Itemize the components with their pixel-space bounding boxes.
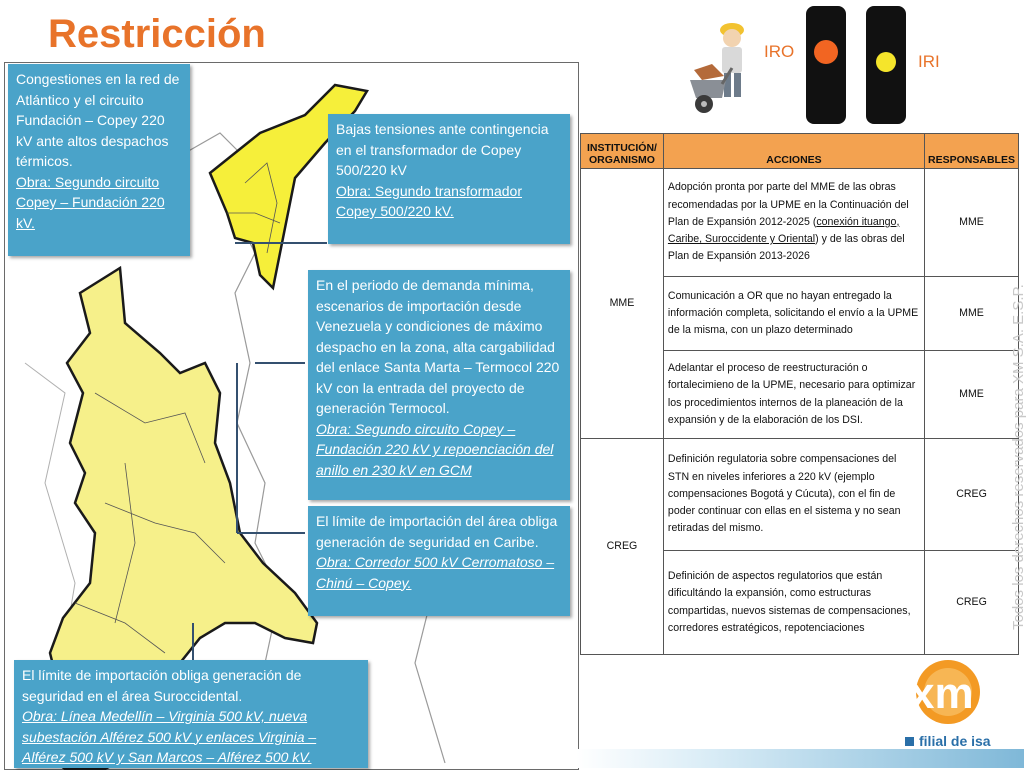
- callout-text: En el periodo de demanda mínima, escenarios de importación desde Venezuela y condiciones de máximo despacho en la zona, alta cargabilidad del enlace Santa Marta – Termocol 220 kV con la entrada del proyecto de generación Termocol.: [316, 277, 560, 416]
- connector-line: [237, 363, 305, 533]
- iri-label: IRI: [918, 52, 940, 71]
- action-link: conexión ituango, Caribe, Suroccidente y Oriental: [667, 215, 900, 246]
- callout-obra: Obra: Segundo circuito Copey – Fundación 220 kV.: [16, 173, 165, 231]
- responsible-cell: MME: [925, 277, 1019, 351]
- responsible-cell: CREG: [925, 551, 1019, 655]
- callout-copey: [328, 114, 570, 244]
- callout-obra: Obra: Corredor 500 kV Cerromatoso – Chinú – Copey.: [316, 554, 555, 591]
- callout-demanda: [308, 270, 570, 500]
- action-cell: Definición regulatoria sobre compensaciones del STN en niveles inferiores a 220 kV (ejemplo compensaciones Bogotá y Cúcuta), con el fin de poder continuar con ellas en el sistema y no sean retiradas del mismo.: [663, 439, 924, 551]
- callout-obra: Obra: Segundo circuito Copey – Fundación 220 kV y repoenciación del anillo en 230 kV en GCM: [316, 420, 554, 478]
- callout-text: El límite de importación obliga generación de seguridad en el área Suroccidental.: [22, 667, 302, 704]
- iro-lamp-icon: [814, 40, 838, 64]
- action-cell: Adopción pronta por parte del MME de las obras recomendadas por la UPME en la Continuación del Plan de Expansión 2012-2025 (conexión ituango, Caribe, Suroccidente y Oriental) y de las obras del Plan de Expansión 2013-2026: [663, 169, 924, 277]
- header-acciones: ACCIONES: [663, 134, 924, 169]
- action-cell: Adelantar el proceso de reestructuración o fortalecimieno de la UPME, necesario para optimizar los procedimientos internos de la planeación de la expansión y de la elaboración de los DSI.: [663, 351, 924, 439]
- logo-tagline: filial de isa: [905, 733, 991, 749]
- logo-square-icon: [905, 737, 914, 746]
- logo-text: xm: [910, 669, 974, 718]
- responsible-cell: MME: [925, 169, 1019, 277]
- construction-worker-icon: [682, 18, 768, 118]
- iri-lamp-icon: [876, 52, 896, 72]
- responsible-cell: MME: [925, 351, 1019, 439]
- institution-cell: MME: [581, 169, 664, 439]
- callout-suroccidental: [14, 660, 368, 768]
- copyright-watermark: Todos los derechos reservados para XM S.A. E.S.P.: [1010, 284, 1027, 630]
- callout-text: El límite de importación del área obliga generación de seguridad en Caribe.: [316, 513, 558, 550]
- header-responsables: RESPONSABLES: [925, 134, 1019, 169]
- callout-obra: Obra: Segundo transformador Copey 500/220 kV.: [336, 182, 522, 219]
- header-institucion: INSTITUCIÓN/ ORGANISMO: [581, 134, 664, 169]
- action-cell: Definición de aspectos regulatorios que están dificultándo la expansión, como estructuras compartidas, nuevos sistemas de compensaciones, corredores estratégicos, repotenciaciones: [663, 551, 924, 655]
- action-cell: Comunicación a OR que no hayan entregado la información completa, solicitando el envío a la UPME de la misma, con un plazo determinado: [663, 277, 924, 351]
- callout-atlantico: [8, 64, 190, 256]
- iri-signal: [866, 6, 906, 124]
- xm-logo-icon: [896, 658, 996, 730]
- actions-table: [580, 133, 1019, 655]
- table-row: [581, 169, 1019, 277]
- callout-text: Bajas tensiones ante contingencia en el transformador de Copey 500/220 kV: [336, 121, 549, 178]
- table-row: [581, 439, 1019, 551]
- callout-text: Congestiones en la red de Atlántico y el circuito Fundación – Copey 220 kV ante altos despachos térmicos.: [16, 71, 180, 169]
- table-header-row: [581, 134, 1019, 169]
- responsible-cell: CREG: [925, 439, 1019, 551]
- footer-band: [576, 749, 1024, 768]
- iro-label: IRO: [764, 42, 795, 61]
- callout-obra: Obra: Línea Medellín – Virginia 500 kV, nueva subestación Alférez 500 kV y enlaces Virginia – Alférez 500 kV y San Marcos – Alférez 500 kV.: [22, 708, 317, 765]
- institution-cell: CREG: [581, 439, 664, 655]
- page-title: Restricción: [48, 12, 266, 56]
- iro-signal: [806, 6, 846, 124]
- callout-caribe: [308, 506, 570, 616]
